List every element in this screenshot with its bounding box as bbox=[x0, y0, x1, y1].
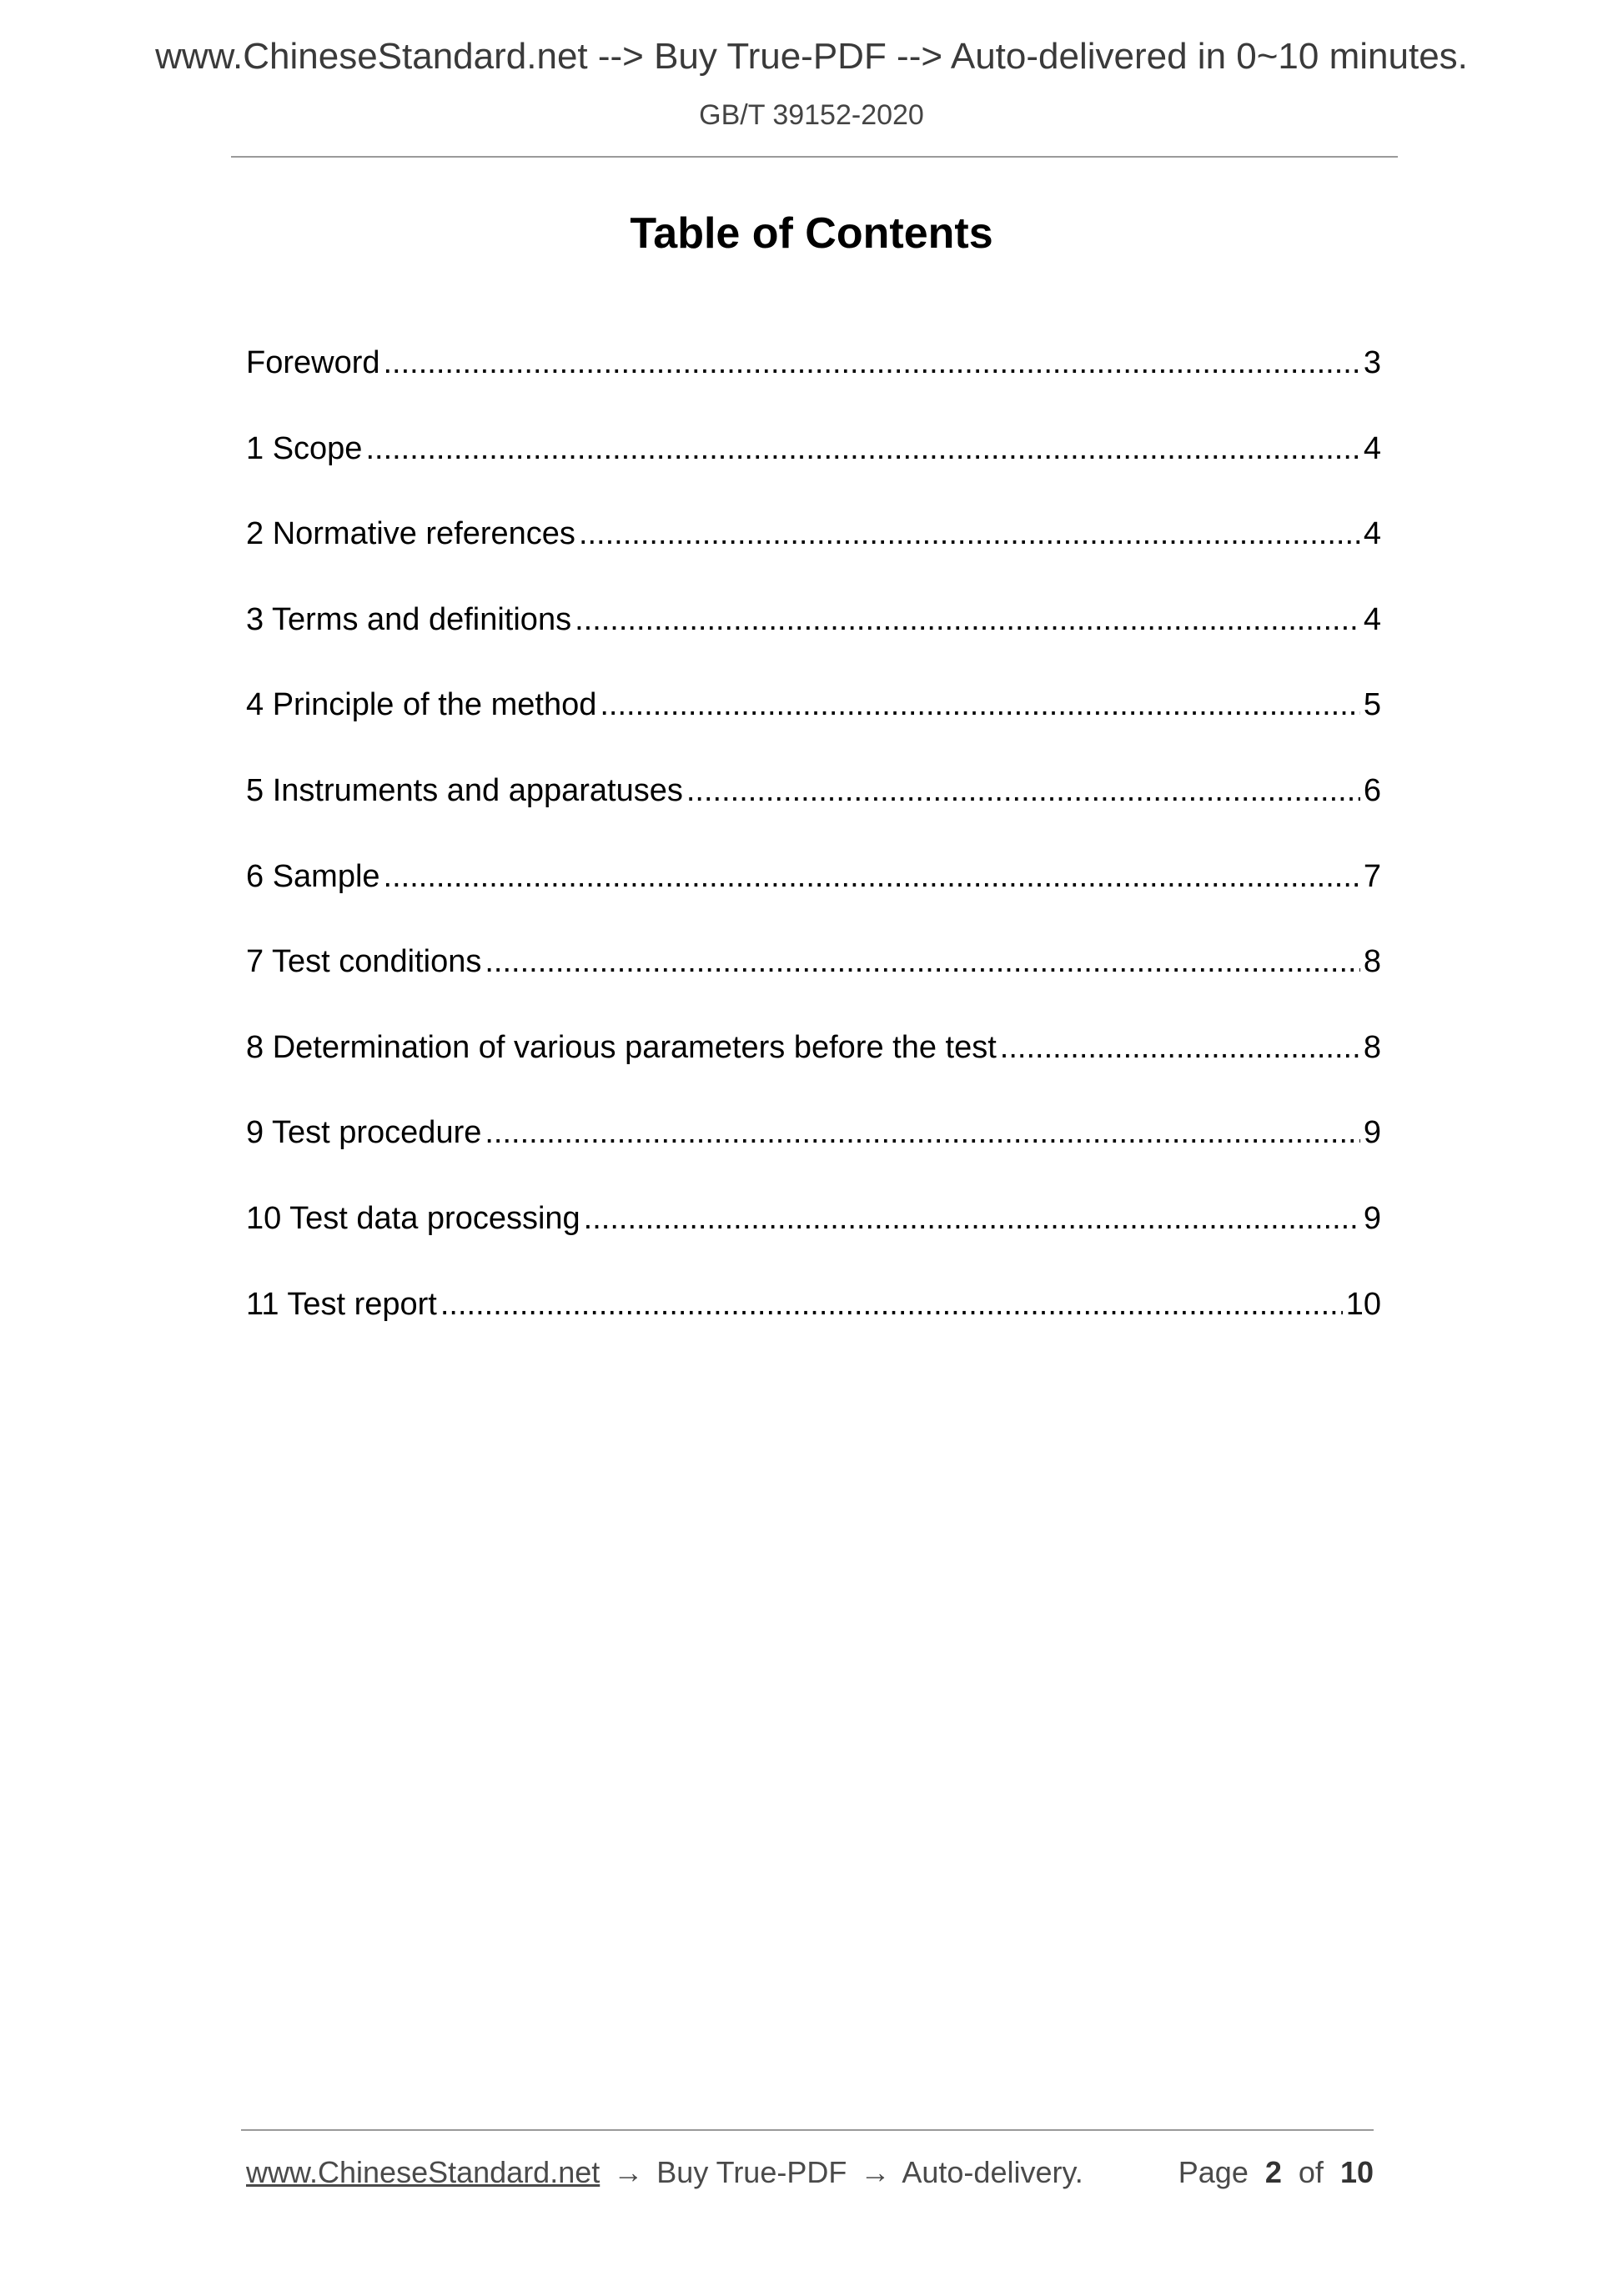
toc-dot-leader bbox=[1000, 1022, 1360, 1073]
toc-entry-terms-definitions[interactable] bbox=[246, 595, 1381, 681]
toc-dot-leader bbox=[485, 1108, 1359, 1158]
toc-entry-test-conditions[interactable] bbox=[246, 937, 1381, 1022]
page-indicator bbox=[1178, 2148, 1374, 2198]
toc-dot-leader bbox=[384, 338, 1360, 388]
toc-entry-principle[interactable] bbox=[246, 680, 1381, 766]
toc-dot-leader bbox=[600, 680, 1360, 730]
toc-list bbox=[246, 338, 1381, 1364]
toc-entry-normative-references[interactable] bbox=[246, 509, 1381, 595]
toc-entry-label: 6 Sample bbox=[246, 858, 380, 894]
toc-entry-page: 7 bbox=[1363, 858, 1381, 894]
auto-delivery-text: Auto-delivery. bbox=[902, 2155, 1083, 2189]
toc-entry-label: 11 Test report bbox=[246, 1286, 437, 1322]
toc-entry-label: 1 Scope bbox=[246, 430, 363, 466]
top-banner: www.ChineseStandard.net --> Buy True-PDF --> Auto-delivered in 0~10 minutes. bbox=[155, 36, 1468, 77]
toc-dot-leader bbox=[575, 595, 1360, 645]
total-pages-number: 10 bbox=[1339, 2155, 1374, 2189]
footer-promo bbox=[246, 2148, 1083, 2198]
toc-dot-leader bbox=[579, 509, 1360, 559]
toc-entry-label: 3 Terms and definitions bbox=[246, 601, 572, 637]
toc-dot-leader bbox=[686, 766, 1360, 816]
toc-dot-leader bbox=[440, 1279, 1343, 1329]
toc-entry-page: 4 bbox=[1363, 601, 1381, 637]
arrow-right-icon: → bbox=[613, 2155, 644, 2189]
toc-entry-label: 5 Instruments and apparatuses bbox=[246, 772, 683, 808]
toc-entry-page: 8 bbox=[1363, 944, 1381, 980]
toc-dot-leader bbox=[384, 852, 1360, 902]
toc-entry-page: 9 bbox=[1363, 1115, 1381, 1151]
of-word: of bbox=[1298, 2155, 1324, 2189]
toc-dot-leader bbox=[485, 937, 1359, 987]
toc-entry-foreword[interactable] bbox=[246, 338, 1381, 424]
toc-entry-instruments[interactable] bbox=[246, 766, 1381, 852]
toc-dot-leader bbox=[365, 424, 1359, 474]
toc-entry-data-processing[interactable] bbox=[246, 1193, 1381, 1279]
toc-entry-page: 5 bbox=[1363, 687, 1381, 723]
toc-entry-label: 10 Test data processing bbox=[246, 1200, 580, 1236]
toc-entry-page: 3 bbox=[1363, 345, 1381, 380]
toc-entry-label: 2 Normative references bbox=[246, 516, 575, 552]
site-link[interactable]: www.ChineseStandard.net bbox=[246, 2155, 600, 2189]
buy-true-pdf-text: Buy True-PDF bbox=[656, 2155, 847, 2189]
standard-code: GB/T 39152-2020 bbox=[699, 99, 924, 131]
footer-divider bbox=[241, 2129, 1374, 2131]
page-word: Page bbox=[1178, 2155, 1249, 2189]
toc-entry-page: 4 bbox=[1363, 516, 1381, 552]
toc-entry-label: 9 Test procedure bbox=[246, 1115, 482, 1151]
page-title: Table of Contents bbox=[630, 209, 993, 258]
toc-entry-page: 4 bbox=[1363, 430, 1381, 466]
toc-entry-label: Foreword bbox=[246, 345, 380, 380]
toc-dot-leader bbox=[584, 1193, 1360, 1243]
toc-entry-label: 4 Principle of the method bbox=[246, 687, 597, 723]
header-divider bbox=[231, 156, 1398, 158]
toc-entry-page: 9 bbox=[1363, 1200, 1381, 1236]
toc-entry-label: 8 Determination of various parameters before the test bbox=[246, 1029, 997, 1065]
toc-entry-label: 7 Test conditions bbox=[246, 944, 482, 980]
toc-entry-test-procedure[interactable] bbox=[246, 1108, 1381, 1193]
toc-entry-page: 10 bbox=[1345, 1286, 1381, 1322]
current-page-number: 2 bbox=[1264, 2155, 1282, 2189]
toc-entry-page: 8 bbox=[1363, 1029, 1381, 1065]
toc-entry-scope[interactable] bbox=[246, 424, 1381, 510]
toc-entry-test-report[interactable] bbox=[246, 1279, 1381, 1365]
toc-entry-sample[interactable] bbox=[246, 852, 1381, 937]
toc-entry-page: 6 bbox=[1363, 772, 1381, 808]
arrow-right-icon: → bbox=[860, 2155, 891, 2189]
toc-entry-determination[interactable] bbox=[246, 1022, 1381, 1108]
page-footer bbox=[246, 2148, 1374, 2198]
